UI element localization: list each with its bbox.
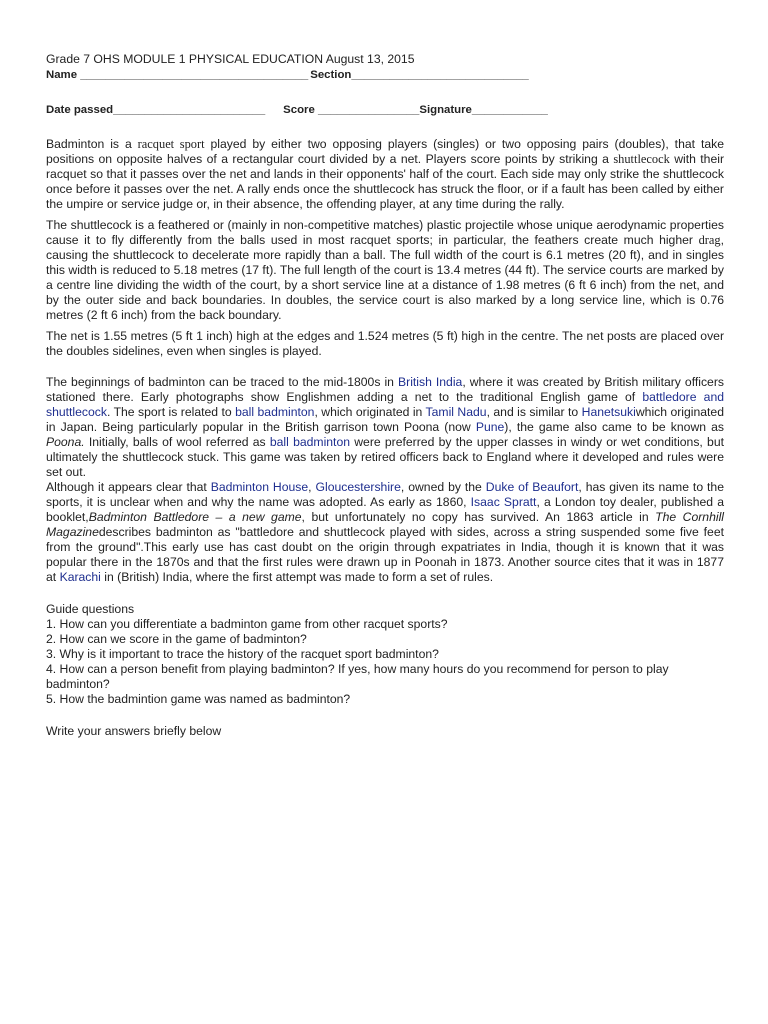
text-run: Badminton is a [46, 137, 138, 151]
term-racquet-sport: racquet sport [137, 137, 205, 151]
guide-questions [46, 602, 724, 707]
text-run: The beginnings of badminton can be traced to the mid-1800s in [46, 375, 398, 389]
text-run: Initially, balls of wool referred as [84, 435, 270, 449]
paragraph-name-origin [46, 480, 724, 585]
text-run: in (British) India, where the first attempt was made to form a set of rules. [100, 570, 494, 584]
paragraph-history [46, 375, 724, 480]
link-ball-badminton-2[interactable]: ball badminton [269, 435, 350, 449]
name-section-line [46, 68, 724, 82]
text-run: were preferred by the upper classes in windy or wet conditions, but ultimately the shuttlecock stuck. This game was taken by retired officers back to England where it developed and rules were set out. [46, 435, 724, 479]
text-run: describes badminton as "battledore and shuttlecock played with sides, across a string suspended some five feet from the ground".This early use has cast doubt on the origin through expatriates in India, though it is known that it was popular there in the 1870s and that the first rules were drawn up in Poonah in 1873. Another source cites that it was in 1877 at [46, 525, 724, 584]
date-passed-field-label: Date passed________________________ [46, 104, 266, 116]
text-run: , but unfortunately no copy has survived. An 1863 article in [301, 510, 656, 524]
text-run: , and is similar to [486, 405, 582, 419]
guide-question-3: 3. Why is it important to trace the history of the racquet sport badminton? [46, 647, 439, 661]
text-run: ), the game also came to be known as [504, 420, 724, 434]
guide-questions-heading: Guide questions [46, 602, 135, 616]
guide-question-2: 2. How can we score in the game of badminton? [46, 632, 307, 646]
link-karachi[interactable]: Karachi [59, 570, 101, 584]
text-run: , which originated in [314, 405, 426, 419]
text-run: played by either two opposing players (singles) or two opposing pairs (doubles), that take positions on opposite halves of a rectangular court divided by a net. Players score points by striking a [46, 137, 724, 166]
link-gloucestershire[interactable]: Gloucestershire [315, 480, 401, 494]
date-score-signature-line [46, 103, 724, 117]
link-ball-badminton[interactable]: ball badminton [235, 405, 315, 419]
worksheet-title: Grade 7 OHS MODULE 1 PHYSICAL EDUCATION August 13, 2015 [46, 52, 415, 66]
magazine-title: The Cornhill Magazine [46, 510, 724, 539]
worksheet-page [46, 52, 724, 739]
link-duke-of-beaufort[interactable]: Duke of Beaufort [485, 480, 579, 494]
term-shuttlecock: shuttlecock [613, 152, 670, 166]
text-run: , causing the shuttlecock to decelerate more rapidly than a ball. The full width of the court is 6.1 metres (20 ft), and in singles this width is reduced to 5.18 metres (17 ft). The full length of the court is 13.4 metres (44 ft). The service courts are marked by a centre line dividing the width of the court, by a short service line at a distance of 1.98 metres (6 ft 6 inch) from the net, and by the outer side and back boundaries. In doubles, the service court is also marked by a long service line, which is 0.76 metres (2 ft 6 inch) from the back boundary. [46, 233, 724, 322]
link-british-india[interactable]: British India [398, 375, 463, 389]
section-field-label: Section____________________________ [310, 69, 529, 81]
name-field-label: Name ____________________________________ [46, 69, 309, 81]
booklet-title: Badminton Battledore – a new game [88, 510, 302, 524]
paragraph-intro [46, 137, 724, 212]
text-run: which originated in Japan. Being particularly popular in the British garrison town Poona (now [46, 405, 724, 434]
term-poona: Poona. [46, 435, 85, 449]
paragraph-net: The net is 1.55 metres (5 ft 1 inch) high at the edges and 1.524 metres (5 ft) high in the centre. The net posts are placed over the doubles sidelines, even when singles is played. [46, 329, 724, 358]
text-run: , where it was created by British military officers stationed there. Early photographs show Englishmen adding a net to the traditional English game of [46, 375, 724, 404]
text-run: , has given its name to the sports, it is unclear when and why the name was adopted. As early as 1860, [46, 480, 724, 509]
answer-instruction: Write your answers briefly below [46, 724, 222, 738]
term-drag: drag [698, 233, 721, 247]
link-tamil-nadu[interactable]: Tamil Nadu [425, 405, 487, 419]
score-field-label: Score ________________ [283, 104, 420, 116]
guide-question-5: 5. How the badmintion game was named as badminton? [46, 692, 351, 706]
link-pune[interactable]: Pune [475, 420, 505, 434]
text-run: Although it appears clear that [46, 480, 211, 494]
link-badminton-house[interactable]: Badminton House [210, 480, 309, 494]
text-run: with their racquet so that it passes over the net and lands in their opponents' half of the court. Each side may only strike the shuttlecock once before it passes over the net. A rally ends once the shuttlecock has struck the floor, or if a fault has been called by either the umpire or service judge or, in their absence, the offending player, at any time during the rally. [46, 152, 725, 211]
text-run: . The sport is related to [106, 405, 236, 419]
signature-field-label: Signature____________ [419, 104, 548, 116]
text-run: , a London toy dealer, published a booklet, [46, 495, 724, 524]
link-hanetsuki[interactable]: Hanetsuki [581, 405, 636, 419]
text-run: , owned by the [400, 480, 486, 494]
text-run: The shuttlecock is a feathered or (mainly in non-competitive matches) plastic projectile whose unique aerodynamic properties cause it to fly differently from the balls used in most racquet sports; in particular, the feathers create much higher [46, 218, 724, 247]
link-isaac-spratt[interactable]: Isaac Spratt [470, 495, 537, 509]
link-battledore-and-shuttlecock[interactable]: battledore and shuttlecock [46, 390, 724, 419]
guide-question-1: 1. How can you differentiate a badminton game from other racquet sports? [46, 617, 448, 631]
text-run: , [308, 480, 316, 494]
guide-question-4: 4. How can a person benefit from playing badminton? If yes, how many hours do you recommend for person to play badminton? [46, 662, 669, 691]
paragraph-shuttlecock-court [46, 218, 724, 323]
